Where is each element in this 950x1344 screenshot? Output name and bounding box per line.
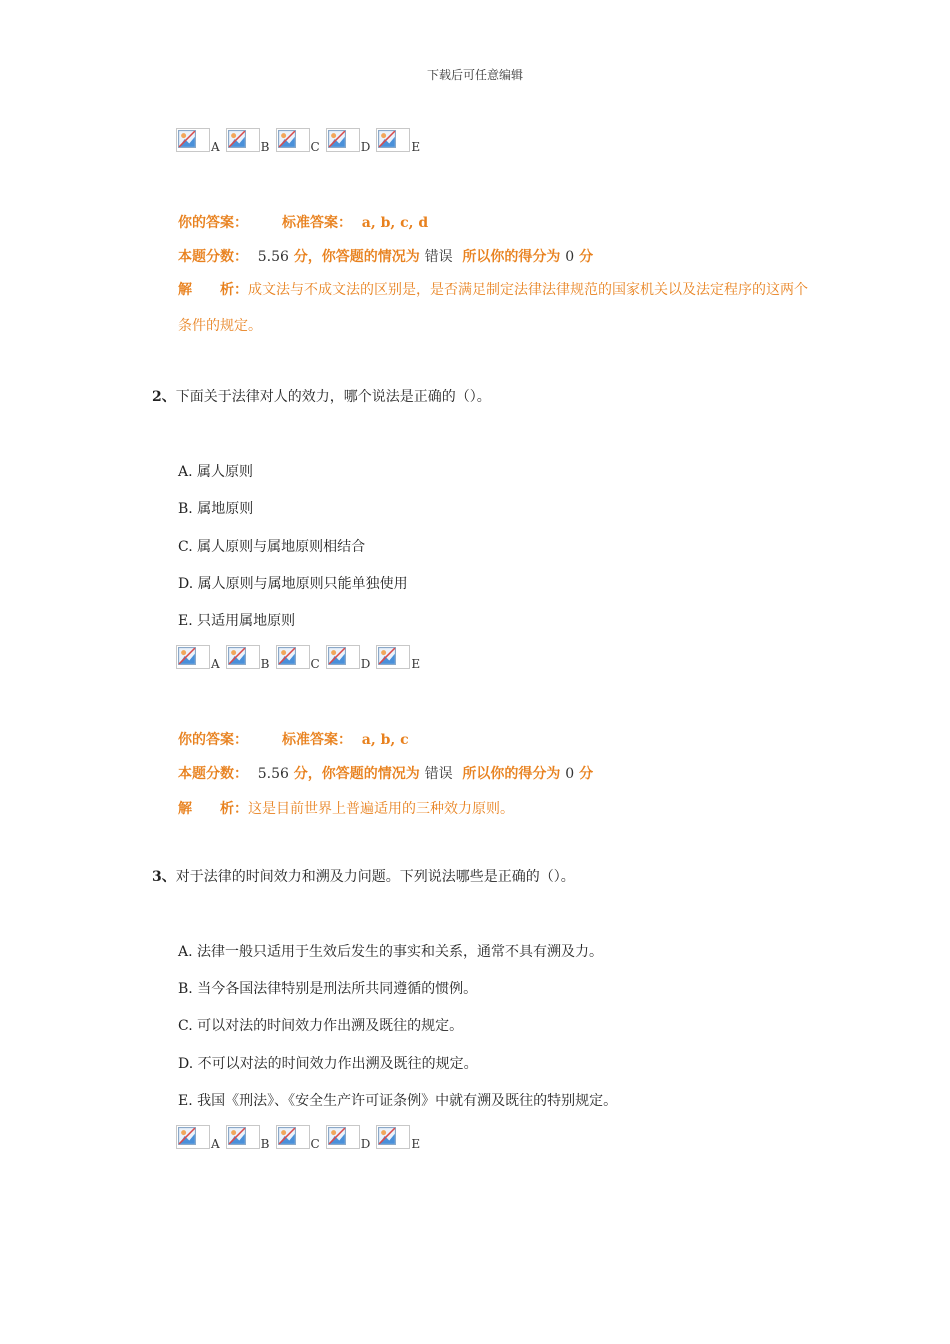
broken-image-icon: [176, 1125, 210, 1149]
choice-a[interactable]: A: [176, 128, 220, 152]
option-c: C. 属人原则与属地原则相结合: [178, 539, 366, 555]
choice-row: [176, 639, 426, 669]
choice-b[interactable]: B: [226, 645, 270, 669]
choice-d[interactable]: D: [326, 645, 371, 669]
broken-image-icon: [276, 128, 310, 152]
option-d: D. 不可以对法的时间效力作出溯及既往的规定。: [178, 1056, 478, 1072]
answer-line: 你的答案： 标准答案： a, b, c, d: [178, 215, 429, 231]
broken-image-icon: [176, 645, 210, 669]
option-a: A. 法律一般只适用于生效后发生的事实和关系，通常不具有溯及力。: [178, 944, 604, 960]
option-e: E. 只适用属地原则: [178, 613, 296, 629]
broken-image-icon: [326, 1125, 360, 1149]
score-line: 本题分数： 5.56 分，你答题的情况为 错误 所以你的得分为 0 分: [178, 249, 594, 265]
choice-a[interactable]: A: [176, 645, 220, 669]
choice-d[interactable]: D: [326, 128, 371, 152]
choice-d[interactable]: D: [326, 1125, 371, 1149]
broken-image-icon: [276, 645, 310, 669]
choice-e[interactable]: E: [376, 128, 420, 152]
broken-image-icon: [326, 128, 360, 152]
broken-image-icon: [376, 1125, 410, 1149]
broken-image-icon: [226, 1125, 260, 1149]
broken-image-icon: [226, 128, 260, 152]
option-d: D. 属人原则与属地原则只能单独使用: [178, 576, 408, 592]
broken-image-icon: [276, 1125, 310, 1149]
choice-e[interactable]: E: [376, 1125, 420, 1149]
page-header: 下载后可任意编辑: [426, 68, 523, 82]
choice-c[interactable]: C: [276, 645, 320, 669]
choice-row: [176, 1119, 426, 1149]
broken-image-icon: [326, 645, 360, 669]
option-b: B. 当今各国法律特别是刑法所共同遵循的惯例。: [178, 981, 478, 997]
broken-image-icon: [376, 645, 410, 669]
choice-a[interactable]: A: [176, 1125, 220, 1149]
question-2: 2、下面关于法律对人的效力，哪个说法是正确的（）。: [152, 389, 491, 405]
answer-line: 你的答案： 标准答案： a, b, c: [178, 732, 409, 748]
broken-image-icon: [376, 128, 410, 152]
question-3: 3、对于法律的时间效力和溯及力问题。下列说法哪些是正确的（）。: [152, 869, 575, 885]
choice-c[interactable]: C: [276, 1125, 320, 1149]
option-b: B. 属地原则: [178, 501, 254, 517]
choice-row: [176, 122, 426, 152]
analysis: 解 析：这是目前世界上普遍适用的三种效力原则。: [178, 801, 514, 817]
broken-image-icon: [226, 645, 260, 669]
option-c: C. 可以对法的时间效力作出溯及既往的规定。: [178, 1018, 464, 1034]
analysis: 解 析：成文法与不成文法的区别是，是否满足制定法律法律规范的国家机关以及法定程序的这两个条件的规定。: [178, 282, 808, 334]
choice-b[interactable]: B: [226, 1125, 270, 1149]
broken-image-icon: [176, 128, 210, 152]
choice-c[interactable]: C: [276, 128, 320, 152]
score-line: 本题分数： 5.56 分，你答题的情况为 错误 所以你的得分为 0 分: [178, 766, 594, 782]
choice-b[interactable]: B: [226, 128, 270, 152]
option-a: A. 属人原则: [178, 464, 254, 480]
choice-e[interactable]: E: [376, 645, 420, 669]
option-e: E. 我国《刑法》、《安全生产许可证条例》中就有溯及既往的特别规定。: [178, 1093, 618, 1109]
